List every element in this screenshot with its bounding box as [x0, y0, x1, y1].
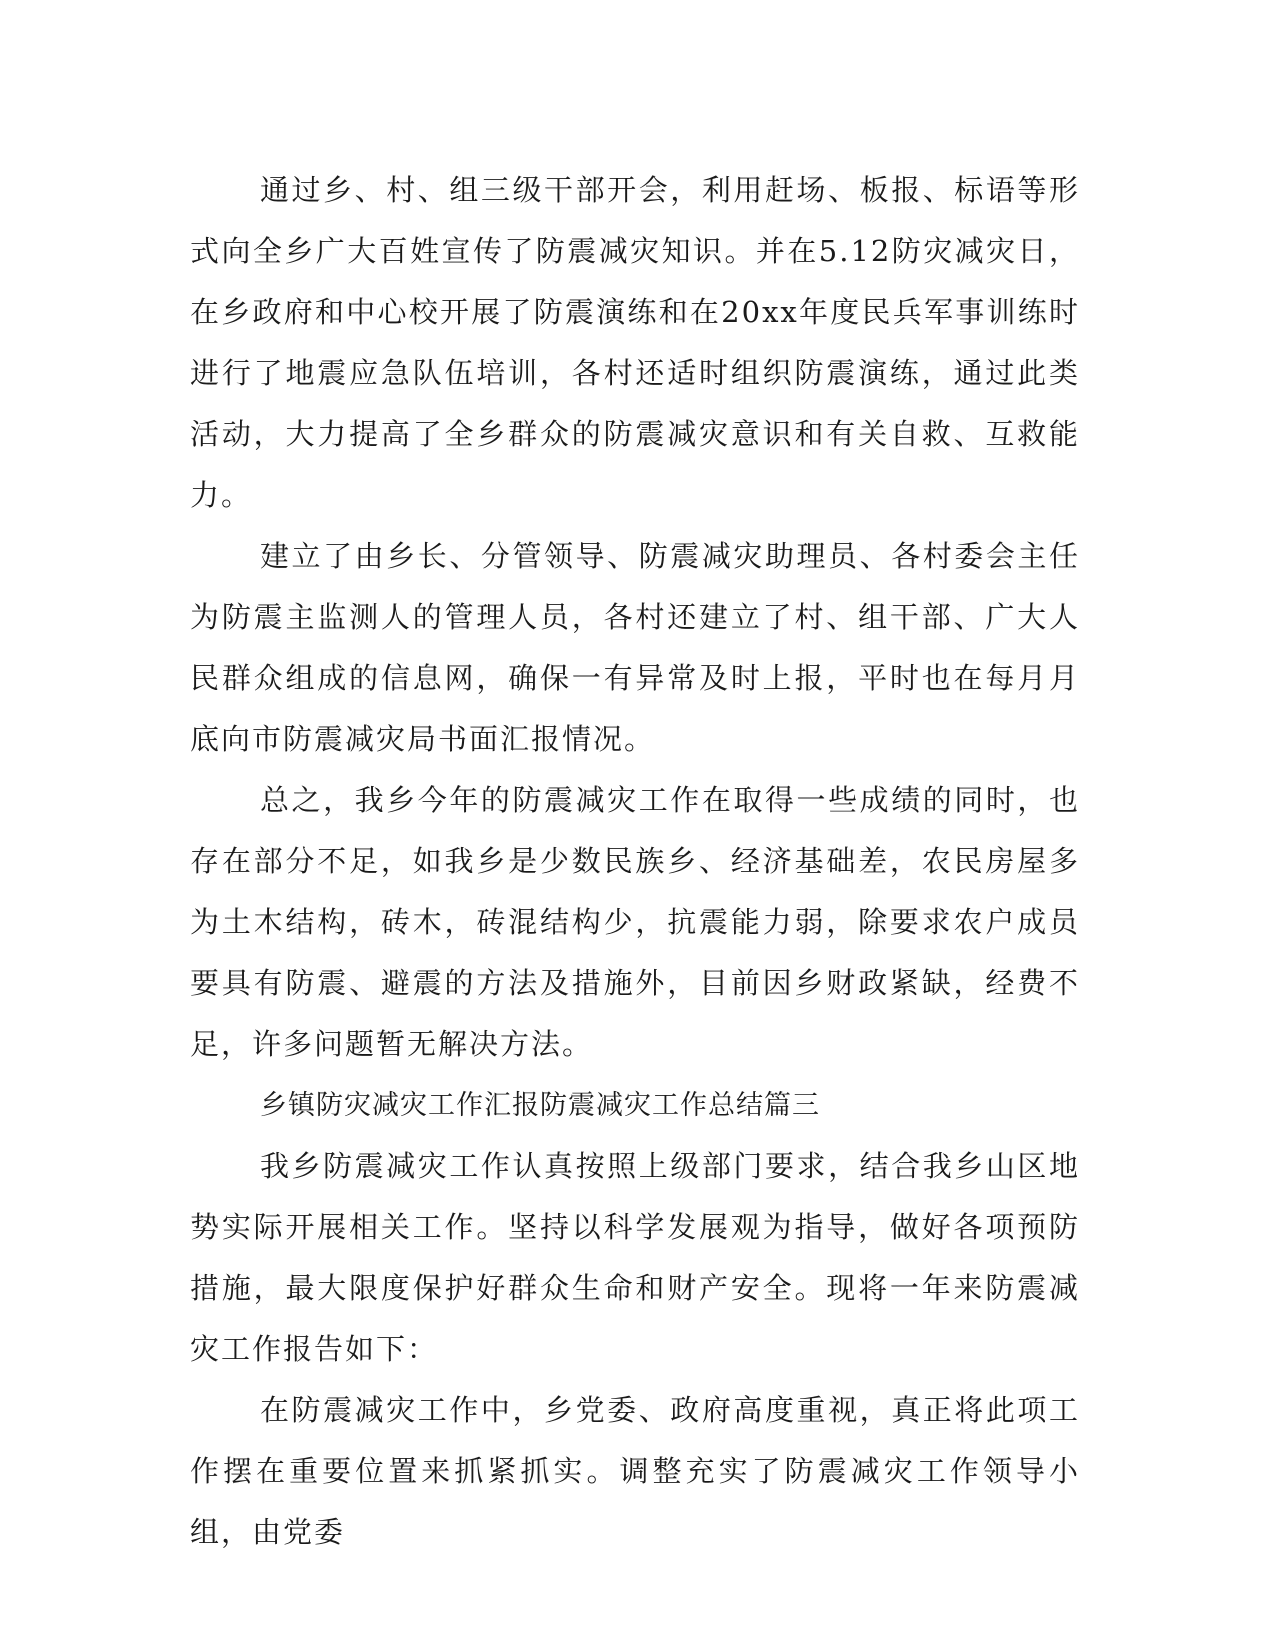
paragraph-summary: 总之，我乡今年的防震减灾工作在取得一些成绩的同时，也存在部分不足，如我乡是少数民族乡、经济基础差，农民房屋多为土木结构，砖木，砖混结构少，抗震能力弱，除要求农户成员要具有防震、避震的方法及措施外，目前因乡财政紧缺，经费不足，许多问题暂无解决方法。 [190, 783, 1080, 1061]
paragraph-publicity: 通过乡、村、组三级干部开会，利用赶场、板报、标语等形式向全乡广大百姓宣传了防震减灾知识。并在5.12防灾减灾日，在乡政府和中心校开展了防震演练和在20xx年度民兵军事训练时进行了地震应急队伍培训，各村还适时组织防震演练，通过此类活动，大力提高了全乡群众的防震减灾意识和有关自救、互救能力。 [190, 173, 1080, 512]
paragraph-monitoring: 建立了由乡长、分管领导、防震减灾助理员、各村委会主任为防震主监测人的管理人员，各村还建立了村、组干部、广大人民群众组成的信息网，确保一有异常及时上报，平时也在每月月底向市防震减灾局书面汇报情况。 [190, 539, 1080, 756]
document-body [190, 160, 1080, 1563]
section-heading: 乡镇防灾减灾工作汇报防震减灾工作总结篇三 [260, 1090, 820, 1121]
paragraph-intro: 我乡防震减灾工作认真按照上级部门要求，结合我乡山区地势实际开展相关工作。坚持以科学发展观为指导，做好各项预防措施，最大限度保护好群众生命和财产安全。现将一年来防震减灾工作报告如下： [190, 1149, 1080, 1366]
paragraph-leadership: 在防震减灾工作中，乡党委、政府高度重视，真正将此项工作摆在重要位置来抓紧抓实。调整充实了防震减灾工作领导小组，由党委 [190, 1393, 1080, 1549]
